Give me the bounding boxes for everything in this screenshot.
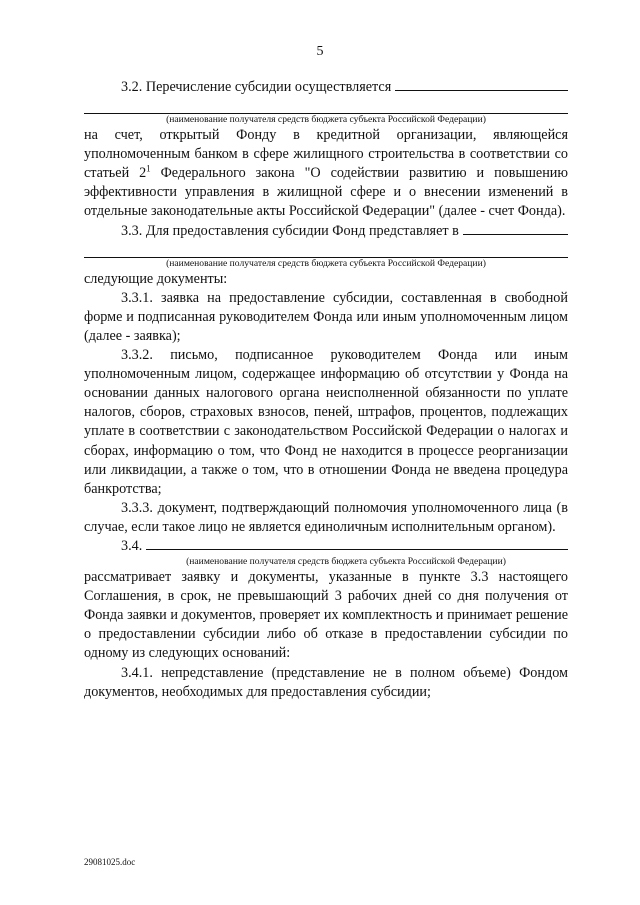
blank-line: [146, 537, 568, 550]
clause-3-2-body: [84, 126, 568, 221]
document-body: [84, 78, 568, 702]
clause-3-4-heading: [84, 537, 568, 556]
clause-3-3-3: 3.3.3. документ, подтверждающий полномочия уполномоченного лица (в случае, если такое лицо не является единоличным исполнительным органом).: [84, 499, 568, 535]
superscript: 1: [146, 163, 151, 174]
clause-3-4-start: 3.4.: [121, 537, 143, 554]
blank-line-full: [84, 99, 568, 114]
clause-text: на счет, открытый Фонду в кредитной организации, являющейся уполномоченным банком в сфере жилищного строительства в соответствии со статьей 2: [84, 127, 568, 182]
blank-line: [395, 78, 568, 91]
clause-3-3-heading: [84, 222, 568, 241]
page-number: 5: [316, 44, 324, 59]
field-caption: (наименование получателя средств бюджета субъекта Российской Федерации): [186, 556, 506, 568]
clause-3-4-body: рассматривает заявку и документы, указанные в пункте 3.3 настоящего Соглашения, в срок, не превышающий 3 рабочих дней со дня получения от Фонда заявки и документов, проверяет их комплектность и принимает решение о предоставлении субсидии либо об отказе в предоставлении субсидии по одному из следующих оснований:: [84, 569, 568, 662]
clause-3-2-heading: [84, 78, 568, 97]
clause-3-3-body: следующие документы:: [84, 270, 228, 287]
clause-3-3-2: 3.3.2. письмо, подписанное руководителем Фонда или иным уполномоченным лицом, содержащее информацию об отсутствии у Фонда на основании данных налогового органа неисполненной обязанности по уплате налогов, сборов, страховых взносов, пеней, штрафов, процентов, подлежащих уплате в соответствии с законодательством Российской Федерации о налогах и сборах, информацию о том, что Фонд не находится в процессе реорганизации или ликвидации, а также о том, что в отношении Фонда не введена процедура банкротства;: [84, 347, 568, 497]
field-caption: (наименование получателя средств бюджета субъекта Российской Федерации): [166, 257, 486, 269]
clause-3-3-start: 3.3. Для предоставления субсидии Фонд представляет в: [121, 222, 459, 239]
blank-line-full: [84, 243, 568, 258]
clause-text: Федерального закона "О содействии развитию и повышению эффективности управления в жилищной сфере и о внесении изменений в отдельные законодательные акты Российской Федерации" (далее - счет Фонда).: [84, 165, 568, 220]
file-name-footer: 29081025.doc: [84, 857, 136, 867]
clause-3-2-start: 3.2. Перечисление субсидии осуществляется: [121, 79, 392, 95]
clause-3-4-1: 3.4.1. непредставление (представление не в полном объеме) Фондом документов, необходимых для предоставления субсидии;: [84, 664, 568, 700]
clause-3-3-1: 3.3.1. заявка на предоставление субсидии, составленная в свободной форме и подписанная руководителем Фонда или иным уполномоченным лицом (далее - заявка);: [84, 289, 568, 344]
blank-line: [463, 222, 568, 235]
field-caption: (наименование получателя средств бюджета субъекта Российской Федерации): [166, 114, 486, 126]
